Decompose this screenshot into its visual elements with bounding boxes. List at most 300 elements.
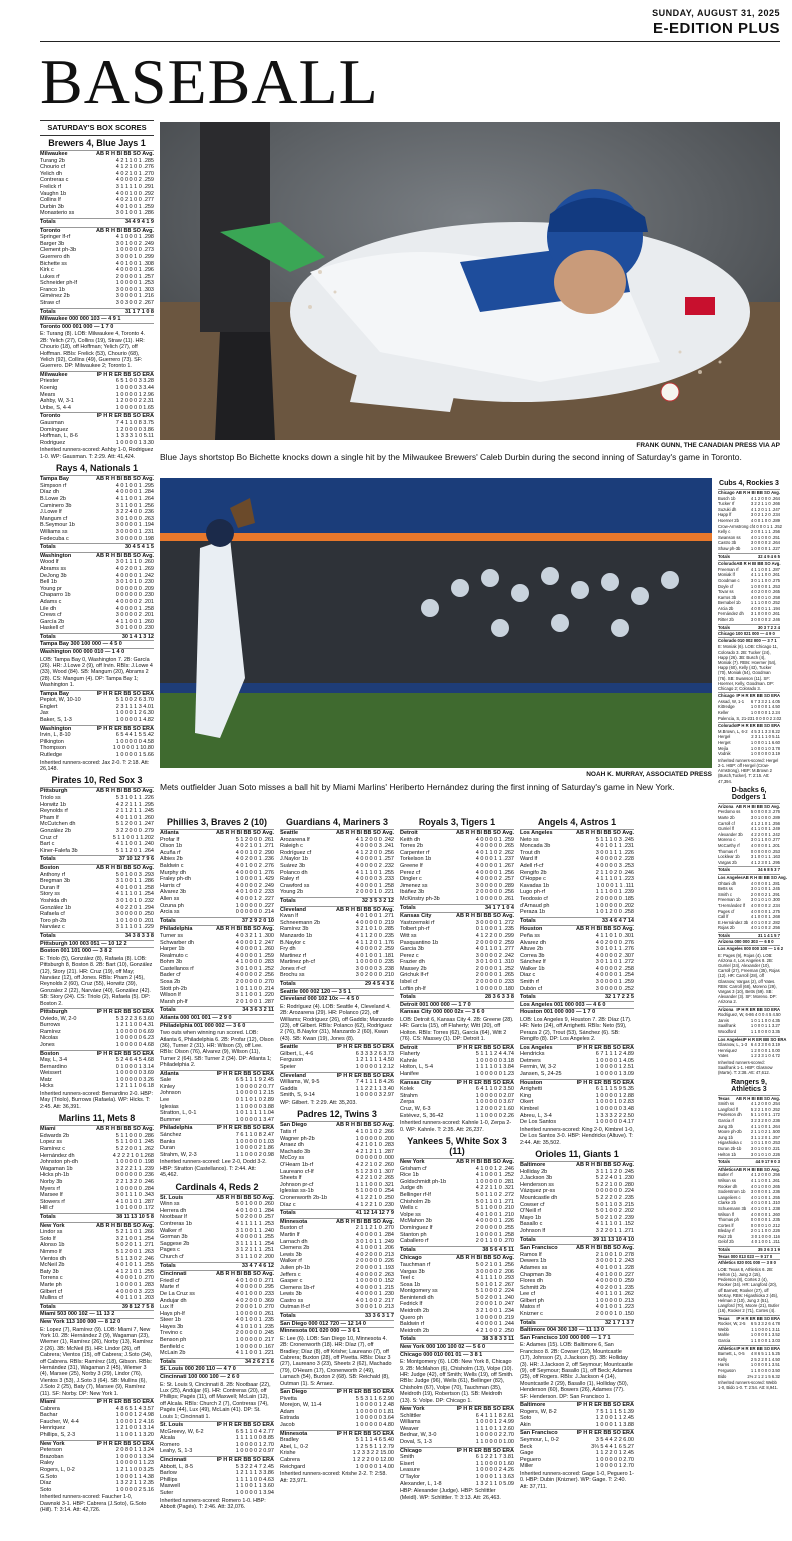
box-player-name: Totals — [400, 1246, 416, 1253]
box-player-name: Cincinnati — [160, 1271, 187, 1278]
box-player-row — [400, 1058, 514, 1065]
box-player-row — [520, 909, 634, 916]
box-stat-line: 1 0 0 0 0 1 3.09 — [595, 1071, 634, 1078]
box-player-name: Vargas 2b — [718, 859, 737, 865]
box-player-name: Lopez ss — [40, 1139, 63, 1146]
box-player-row — [40, 197, 154, 204]
box-player-row — [400, 1218, 514, 1225]
box-header-row — [40, 1008, 154, 1016]
game-headline: Royals 3, Tigers 1 — [418, 817, 496, 827]
box-player-row — [280, 946, 394, 953]
box-player-name: Smith rf — [520, 979, 539, 986]
box-player-name: Sheets lf — [280, 1175, 302, 1182]
box-stat-line: 4 0 0 0 0 2 .259 — [355, 946, 394, 953]
box-player-name: Suzuki dh — [718, 506, 737, 512]
box-player-row — [40, 1419, 154, 1426]
box-header-row — [400, 1044, 514, 1052]
box-stat-line: 4 0 0 0 0 0 .265 — [475, 843, 514, 850]
box-player-row — [400, 979, 514, 986]
box-stat-line: 4 0 1 0 0 2 .233 — [235, 889, 274, 896]
box-player-name: Soto — [520, 1415, 532, 1422]
box-player-row — [280, 1169, 394, 1176]
box-player-name: Glasnow, L, 1-3 — [718, 1042, 748, 1048]
box-player-name: Williams ss — [40, 528, 68, 535]
box-player-name: Jarvis — [718, 1017, 729, 1023]
box-player-name: Goldschmidt ph-1b — [400, 1178, 447, 1185]
box-stat-line: 31 1 7 1 0 8 — [124, 308, 154, 315]
box-player-name: Henderson ss — [520, 1181, 554, 1188]
box-player-name: Totals — [40, 1303, 56, 1310]
box-header-row — [718, 722, 780, 729]
box-stat-line: IP H R ER BB SO ERA — [736, 723, 781, 729]
box-player-row — [40, 566, 154, 573]
box-stat-line: 1 0 1 2 0 0 .258 — [595, 909, 634, 916]
box-header-row — [280, 1072, 394, 1080]
box-stat-line: 4 1 1 0 0 1 .240 — [115, 841, 154, 848]
box-player-name: Langford lf — [718, 1106, 738, 1112]
box-stat-line: 5 0 1 0 0 2 .202 — [595, 1208, 634, 1215]
box-player-row — [520, 1202, 634, 1209]
box-player-name: Quero ph — [400, 1314, 423, 1321]
box-player-name: Schwarber dh — [160, 939, 194, 946]
box-player-row — [40, 559, 154, 566]
box-stat-line: IP H R ER BB SO ERA — [96, 413, 154, 420]
box-stat-line: 28 3 6 3 3 8 — [484, 994, 514, 1001]
box-stat-line: 5 0 1 1 0 1 .271 — [475, 1198, 514, 1205]
box-player-name: Los Angeles — [520, 830, 553, 836]
box-stat-line: 1 0 0 0 0 0 2.07 — [475, 1092, 514, 1099]
box-player-row — [40, 1035, 154, 1042]
box-header-row — [718, 932, 780, 939]
box-stat-line: 1 0 0 0 0 0 4.68 — [115, 1041, 154, 1048]
box-stat-line: IP H R ER BB SO ERA — [576, 1044, 634, 1051]
box-player-name: Lugo ph-rf — [520, 889, 546, 896]
box-player-row — [400, 1212, 514, 1219]
box-stat-line: 5 1 1 0 0 1 1.202 — [112, 834, 154, 841]
box-player-name: Sosa 2b — [160, 979, 181, 986]
box-stat-line: 1 0 0 0 0 0 .202 — [595, 902, 634, 909]
box-player-name: J.Naylor 1b — [280, 856, 308, 863]
box-player-row — [520, 1415, 634, 1422]
box-player-name: Pittsburgh — [40, 788, 68, 795]
box-player-name: Arizona — [718, 1006, 734, 1012]
box-player-row — [520, 1182, 634, 1189]
box-header-row — [160, 1358, 274, 1366]
box-player-name: Raley — [40, 1460, 55, 1467]
box-player-row — [520, 972, 634, 979]
box-stat-line: 4 0 1 0 0 1 .258 — [115, 884, 154, 891]
box-player-name: Gilbert cf — [40, 1288, 63, 1295]
box-player-name: Crow-Armstrong cf — [718, 523, 753, 529]
box-player-name: Totals — [280, 897, 296, 904]
box-stat-line: 1 0 0 0 0 3 3.44 — [115, 385, 154, 392]
box-player-row — [40, 1480, 154, 1487]
linescore-row: Cleveland 000 102 10x — 4 5 0 — [280, 995, 394, 1003]
box-stat-line: 4 1 0 0 0 1 .298 — [115, 234, 154, 241]
box-player-row — [400, 1099, 514, 1106]
box-player-name: Colorado — [718, 561, 737, 567]
box-stat-line: AB R H BI BB SO Avg. — [216, 830, 274, 836]
box-stat-line: 0 0 0 0 0 0 .224 — [595, 1188, 634, 1195]
box-player-row — [160, 972, 274, 979]
box-player-name: Totals — [718, 1159, 731, 1165]
box-player-row — [280, 1245, 394, 1252]
box-player-name: Brochu ss — [280, 972, 305, 979]
box-stat-line: 2 0 1 0 0 1 .287 — [235, 998, 274, 1005]
box-player-row — [400, 920, 514, 927]
box-stat-line: 41 12 14 12 7 9 — [355, 1210, 394, 1217]
box-player-name: Marsee lf — [40, 1192, 63, 1199]
box-player-name: Bernabel 1b — [718, 600, 741, 606]
box-player-name: Walker 1b — [520, 965, 545, 972]
box-player-row — [400, 856, 514, 863]
box-stat-line: 4 0 0 0 0 0 .259 — [595, 1278, 634, 1285]
box-player-row — [40, 1057, 154, 1064]
box-stat-line: 3 0 0 0 0 1 .272 — [475, 919, 514, 926]
box-stat-line: 4 0 1 1 0 1 .203 — [115, 1295, 154, 1302]
game-tail-notes: Inherited runners-scored: Ashby 1-0, Rodriguez 1-0. WP: Gausman. T: 2:29. Att: 41,424. — [40, 447, 154, 460]
linescore-row: New York 000 100 100 02 — 5 6 0 — [400, 1343, 514, 1351]
box-player-name: Durbin 3b — [40, 203, 64, 210]
box-player-row — [160, 1429, 274, 1436]
box-player-name: Jones — [40, 1041, 55, 1048]
box-player-name: Chicago — [400, 1255, 422, 1262]
box-stat-line: 4 0 0 0 0 1 .242 — [115, 572, 154, 579]
box-header-row — [40, 227, 154, 235]
box-stat-line: 1 0 0 0 0 1 3.94 — [235, 1490, 274, 1496]
box-player-name: Triolo ss — [40, 795, 61, 802]
box-player-name: Minnesota — [280, 1218, 308, 1225]
game-notes: E: Triolo (5), González (8), Rafaela (8). LOB: Pittsburgh 8, Boston 8. 2B: Bart (10), González (12), Story (21). HR: Cruz (19), off May; Narváez (12), off Jones. RBIs: Pham 2 (45), Reynolds 2 (60), Cruz (55), Horwitz (39), Gonzalez 2 (22), Narváez (40), González (42). SB: Story (24). CS: Triolo (2), Rafaela (5). DP: Boston 2. — [40, 955, 153, 1007]
box-player-name: Lee cf — [520, 1291, 535, 1298]
box-header-row — [160, 1124, 274, 1132]
box-player-name: Rodriguez, W, 6-8 — [718, 1012, 752, 1018]
box-player-name: Pilkington — [40, 738, 64, 745]
box-stat-line: IP H R ER BB SO ERA — [216, 1070, 274, 1077]
box-stat-line: 3 2 1 0 0 1 .254 — [115, 1235, 154, 1242]
box-stat-line: 1 0 0 0 0 1 2.15 — [235, 1090, 274, 1097]
box-stat-line: 4 0 1 0 0 1 .228 — [595, 1264, 634, 1271]
box-header-row — [160, 1006, 274, 1014]
box-stat-line: 5 0 1 1 0 3 .215 — [595, 1201, 634, 1208]
box-player-row — [280, 920, 394, 927]
box-player-name: Laureano cf-lf — [280, 1168, 314, 1175]
box-player-name: O'Taylor — [400, 1474, 420, 1480]
box-player-row — [280, 1252, 394, 1259]
box-player-name: O'Hoppe c — [520, 876, 546, 883]
box-player-name: Romero — [160, 1441, 180, 1448]
box-stat-line: 3 2 1 0 1 0 .285 — [355, 926, 394, 933]
box-player-name: Colorado — [718, 723, 737, 729]
box-header-row — [40, 218, 154, 226]
box-stat-line: 3 0 3 0 0 2 .267 — [115, 300, 154, 307]
box-player-row — [160, 876, 274, 883]
box-player-row — [280, 1149, 394, 1156]
box-score-game — [280, 1109, 394, 1484]
box-stat-line: 4 0 1 0 0 1 .295 — [115, 482, 154, 489]
box-player-name: Ward lf — [520, 856, 538, 863]
box-column-4 — [400, 815, 514, 1535]
box-stat-line: 4 2 1 0 0 2 .250 — [475, 1327, 514, 1334]
game-tail-notes: Inherited runners-scored: Kahnle 1-0, Zerpa 2-0. WP: Kahnle. T: 2:35. Att: 26,237. — [400, 1120, 512, 1133]
box-player-row — [40, 440, 154, 447]
box-stat-line: 4 1 2 0 0 0 .242 — [355, 836, 394, 843]
box-stat-line: 4 5 3 1 3 3 8.22 — [750, 728, 780, 734]
box-player-name: King — [520, 1092, 532, 1099]
box-stat-line: 1 0 0 0 0 1 3.34 — [115, 1453, 154, 1460]
box-header-row — [718, 1006, 780, 1013]
box-player-name: Carpenter rf — [400, 849, 430, 856]
box-stat-line: 3 2 3 2 0 0 .236 — [750, 1118, 780, 1124]
box-stat-line: 4 0 0 0 0 1 .255 — [235, 1234, 274, 1241]
box-stat-line: 5 1 0 0 0 2 .224 — [475, 1288, 514, 1295]
box-player-row — [40, 489, 154, 496]
box-player-name: Phillips, S, 2-3 — [40, 1431, 76, 1438]
box-player-row — [160, 966, 274, 973]
box-stat-line: 1 0 0 0 0 0 .200 — [355, 1135, 394, 1142]
box-stat-line: 4 0 2 0 0 0 .276 — [595, 939, 634, 946]
game-tail-notes: Inherited runners-scored: Gage 1-0, Peguero 1-0. HBP: Dubin (Knizner). WP: Gage. T: 2:40. Att: 37,711. — [520, 1471, 634, 1490]
box-player-name: Koenig — [40, 385, 58, 392]
box-player-row — [400, 1321, 514, 1328]
box-stat-line: 4 2 2 1 1 1 .295 — [115, 801, 154, 808]
box-stat-line: 5 1 1 0 0 1 .245 — [115, 1139, 154, 1146]
box-player-name: Olson 1b — [160, 843, 183, 850]
box-player-name: Gasper c — [280, 1278, 303, 1285]
box-player-row — [160, 1214, 274, 1221]
box-header-row — [400, 912, 514, 920]
box-stat-line: 1 2 1 1 1 0 6.18 — [115, 1083, 154, 1090]
box-stat-line: 0 0 0 0 0 1 .235 — [750, 1217, 780, 1223]
box-player-name: Johnston ph-dh — [40, 1159, 78, 1166]
box-player-name: Holliday 2b — [520, 1168, 548, 1175]
box-player-name: Hicks — [40, 1083, 54, 1090]
box-player-name: Adam — [280, 1408, 295, 1415]
box-player-row — [520, 889, 634, 896]
box-player-name: Marte ph — [40, 1281, 62, 1288]
box-player-name: Henriquez — [40, 1425, 66, 1432]
box-player-row — [160, 1201, 274, 1208]
box-player-name: New York — [400, 1406, 425, 1413]
box-player-row — [400, 1179, 514, 1186]
box-stat-line: 1 0 0 0 0 1 2.51 — [595, 1064, 634, 1071]
box-player-name: Perdomo ss — [718, 809, 741, 815]
box-stat-line: 4 0 1 0 0 1 .211 — [751, 1239, 780, 1245]
box-player-row — [400, 870, 514, 877]
box-player-name: Marte 2b — [718, 815, 735, 820]
box-stat-line: 4 0 0 0 0 1 .259 — [475, 836, 514, 843]
box-stat-line: 2 0 0 0 0 1 .252 — [475, 965, 514, 972]
box-player-row — [40, 1205, 154, 1212]
box-header-row — [718, 1315, 780, 1322]
box-player-name: McCoy ss — [280, 1155, 305, 1162]
box-player-name: Clement ph-3b — [40, 247, 77, 254]
box-stat-line: 0 1 1 0 1 0 2.89 — [235, 1097, 274, 1104]
box-header-row — [718, 1158, 780, 1165]
box-stat-line: 1 0 0 0 0 0 3.26 — [115, 1076, 154, 1083]
box-player-row — [400, 896, 514, 903]
box-player-name: Totals — [400, 994, 416, 1001]
box-stat-line: 2 0 0 0 0 0 .226 — [355, 1258, 394, 1265]
game-notes: E: St. Louis 9, Cincinnati 8. 2B: Nootbaar (22), Lux (25), Andújar (6). HR: Contreras (20), off Phillips; Pagés (11), off Maxwell; McLain (12), off Alcala. RBIs: Church 2 (7), Contreras (74), Pagés (44), Lux (49), McLain (41). DP: St. Louis 1; Cincinnati 1. — [160, 1381, 271, 1420]
box-player-row — [280, 972, 394, 979]
box-player-name: Saggese 2b — [160, 1240, 190, 1247]
box-player-name: Miami — [40, 1398, 56, 1405]
box-player-name: Matos rf — [520, 1304, 540, 1311]
box-player-row — [280, 1457, 394, 1464]
box-stat-line: 5 2 2 0 0 1 .262 — [115, 1146, 154, 1153]
box-player-row — [40, 164, 154, 171]
box-player-row — [40, 924, 154, 931]
box-player-name: Hill cf — [40, 1205, 54, 1212]
box-player-row — [40, 1467, 154, 1474]
box-player-name: Milwaukee — [40, 371, 68, 378]
box-player-name: Teodosio cf — [520, 895, 548, 902]
box-player-name: Díaz — [40, 1480, 52, 1487]
linescore-row: Pittsburgh 100 003 051 — 10 12 2 — [40, 940, 154, 948]
box-player-row — [160, 1317, 274, 1324]
box-stat-line: 4 1 0 0 0 1 .252 — [475, 1172, 514, 1179]
box-stat-line: 4 2 1 0 1 0 .283 — [355, 1142, 394, 1149]
box-player-row — [160, 843, 274, 850]
box-player-row — [718, 1029, 780, 1035]
box-player-row — [40, 1487, 154, 1494]
box-player-name: Pederson dh — [718, 1112, 742, 1118]
box-player-name: Zerpa — [400, 1099, 415, 1106]
box-stat-line: 2 1 1 0 2 0 .246 — [595, 869, 634, 876]
box-player-name: Totals — [400, 904, 416, 911]
box-player-name: De La Cruz ss — [160, 1290, 195, 1297]
box-stat-line: 1 0 0 0 0 3 2.97 — [355, 1092, 394, 1099]
box-stat-line: 4 1 1 1 0 1 .223 — [595, 876, 634, 883]
box-player-name: J.Lowe lf — [40, 509, 62, 516]
box-player-row — [40, 171, 154, 178]
box-stat-line: 39 11 13 10 4 10 — [593, 1236, 634, 1243]
box-player-name: Schlittler — [400, 1412, 422, 1419]
box-player-name: Toro ph-2b — [40, 917, 67, 924]
box-player-name: B.Naylor c — [280, 939, 306, 946]
box-player-row — [520, 1099, 634, 1106]
box-header-row — [520, 1319, 634, 1327]
box-stat-line: 34 4 9 4 1 9 — [124, 218, 154, 225]
box-player-name: Stott ph-2b — [160, 985, 187, 992]
box-stat-line: 5 1 0 0 0 0 .254 — [355, 1188, 394, 1195]
box-player-name: Rengifo 2b — [520, 869, 547, 876]
box-player-row — [40, 385, 154, 392]
box-stat-line: 2 0 0 0 0 0 .233 — [475, 979, 514, 986]
box-player-row — [520, 1311, 634, 1318]
box-stat-line: 3 0 1 0 0 0 .221 — [750, 1145, 780, 1151]
game-notes: E: Lee (6). LOB: San Diego 10, Minnesota 4. 2B: Cronenworth (18). HR: Díaz (7), off Bradley; Díaz (8), off Krishe; Laureano (7), off Cabrera; Buxton (28), off Pivetta. RBIs: Díaz 3 (27), Laureano 3 (23), Sheets 2 (62), Machado (79), O'Hearn (17), Cronenworth 2 (49), Larnach (54), Buxton 2 (68). SB: Reichald (8), Outman (1). S: Arraez. — [280, 1335, 392, 1387]
box-stat-line: 3 0 0 0 0 1 .259 — [595, 979, 634, 986]
box-stat-line: 4 0 1 0 0 0 .265 — [750, 1183, 780, 1189]
box-player-name: McKinstry ph-3b — [400, 895, 440, 902]
linescore-row: Athletics 020 001 000 — 3 8 0 — [718, 1259, 780, 1266]
box-score-game — [718, 786, 787, 1076]
box-player-name: Totals — [280, 1210, 296, 1217]
game-headline: Guardians 4, Mariners 3 — [285, 817, 389, 827]
box-player-row — [400, 1262, 514, 1269]
box-player-name: Giménez 2b — [40, 293, 70, 300]
box-player-name: Brazoban — [40, 1453, 64, 1460]
box-stat-line: 1 2 0 0 1 1 2.45 — [595, 1415, 634, 1422]
box-stat-line: 4 0 0 0 1 2 .247 — [235, 939, 274, 946]
box-stat-line: 4 0 0 0 1 1 .237 — [475, 856, 514, 863]
photo-bichette — [160, 122, 780, 440]
box-player-name: Jax — [40, 710, 49, 717]
box-player-row — [160, 1337, 274, 1344]
box-player-row — [520, 979, 634, 986]
box-stat-line: 4 0 0 0 0 1 .226 — [475, 1218, 514, 1225]
box-stat-line: 4 0 1 0 0 1 .235 — [235, 1317, 274, 1324]
box-player-row — [160, 1344, 274, 1351]
box-stat-line: 4 0 0 0 0 2 .232 — [355, 862, 394, 869]
box-player-row — [520, 1086, 634, 1093]
box-player-name: Massey 2b — [400, 965, 427, 972]
box-player-name: Karros 3b — [718, 594, 737, 600]
box-player-name: Ramírez — [40, 1028, 61, 1035]
box-stat-line: 2 0 0 1 1 1 .256 — [750, 529, 780, 535]
box-stat-line: IP H R ER BB SO ERA — [736, 1006, 780, 1012]
game-notes: E: Montgomery (6). LOB: New York 8, Chicago 9. 2B: McMahon (6), Chisholm (13), Volpe (10). HR: Judge (42), off Smith; Wells (19), off Smith. RBIs: Judge (96), Wells (61), Bellinger (82), Chisholm (67), Volpe (70), Tauchman (35), Meidroth (19), Robertson (1). SB: Meidroth (13). S: Volpe. DP: Chicago 1. — [400, 1359, 514, 1404]
box-stat-line: AB R H BI BB SO Avg. — [736, 561, 781, 567]
box-player-name: Flores dh — [520, 1278, 543, 1285]
box-stat-line: AB R H BI BB SO Avg. — [336, 830, 394, 836]
box-stat-line: 3 0 0 0 0 2 .242 — [475, 952, 514, 959]
box-player-row — [280, 1265, 394, 1272]
box-stat-line: AB R H BI BB SO Avg. — [456, 1159, 514, 1165]
box-player-row — [280, 837, 394, 844]
box-player-name: Bellinger rf-lf — [400, 1191, 431, 1198]
box-stat-line: 4 0 0 0 0 1 .275 — [750, 908, 780, 914]
box-player-row — [160, 856, 274, 863]
box-player-row — [400, 1481, 514, 1488]
box-stat-line: 4 0 2 1 0 1 .270 — [115, 170, 154, 177]
box-score-game — [400, 1136, 514, 1501]
box-player-name: Ritter 2b — [718, 617, 734, 623]
box-player-name: Uribe, S, 4-4 — [40, 404, 71, 411]
box-stat-line: 3 2 1 0 0 1 .234 — [475, 1308, 514, 1315]
box-player-name: Caballero rf — [400, 1238, 429, 1245]
box-stat-line: 6 7 3 3 2 1 4.05 — [750, 698, 780, 704]
box-header-row — [520, 925, 634, 933]
box-player-name: Castellanos rf — [160, 965, 194, 972]
box-player-row — [40, 1153, 154, 1160]
box-stat-line: 1 0 0 0 0 1 2.96 — [115, 391, 154, 398]
box-stat-line: 4 0 1 0 0 2 .276 — [235, 862, 274, 869]
box-player-row — [40, 1460, 154, 1467]
box-player-row — [160, 999, 274, 1006]
box-player-row — [40, 420, 154, 427]
box-stat-line: 1 3 3 3 2 2 2.50 — [595, 1112, 634, 1119]
box-player-row — [400, 1275, 514, 1282]
box-player-row — [280, 959, 394, 966]
box-stat-line: 1 0 0 0 0 1 2.70 — [235, 1441, 274, 1448]
box-score-game — [718, 1079, 780, 1391]
box-player-name: Baldwin rf — [400, 1321, 425, 1328]
box-player-name: Wagaman 1b — [40, 1165, 73, 1172]
box-player-name: Higashioka c — [718, 1140, 742, 1146]
box-stat-line: 4 0 0 0 1 2 .227 — [235, 895, 274, 902]
box-stat-line: 3 0 0 0 0 0 .289 — [475, 882, 514, 889]
box-player-name: Detroit — [400, 830, 418, 836]
box-player-name: Grichuk lf-rf — [400, 972, 429, 979]
box-player-row — [280, 1129, 394, 1136]
box-player-name: Martinez rf — [280, 952, 306, 959]
box-stat-line: 1 0 1 1 0 0 4.35 — [750, 1017, 780, 1023]
box-stat-line: 1 0 0 0 1 1 .111 — [596, 882, 634, 889]
box-stat-line: 4 0 1 0 1 1 .255 — [115, 1262, 154, 1269]
